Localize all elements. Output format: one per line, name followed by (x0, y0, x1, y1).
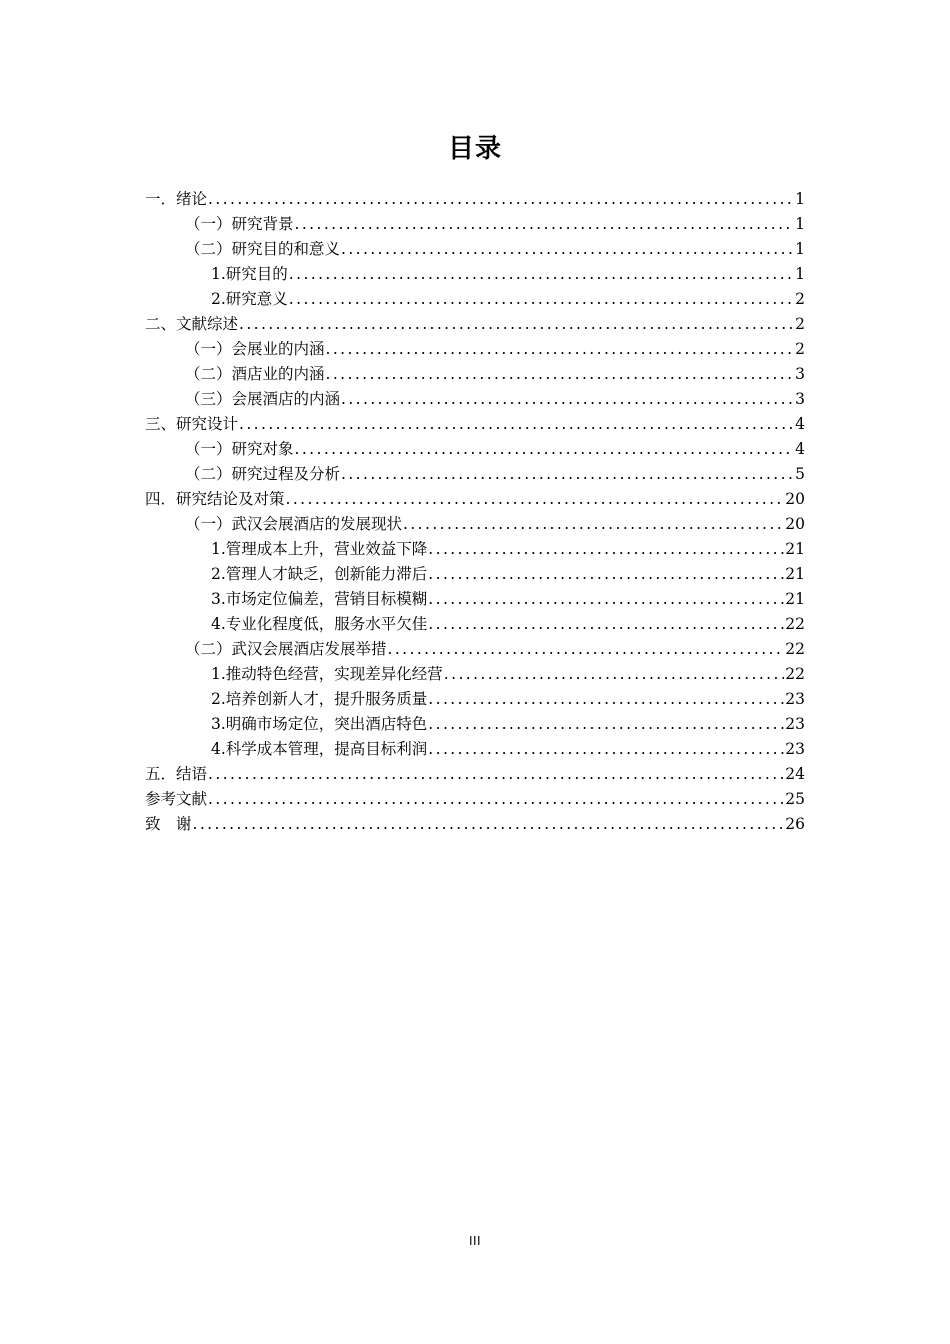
toc-entry[interactable] (145, 512, 805, 537)
toc-dot-leader (403, 512, 784, 537)
toc-entry-page-number: 5 (795, 465, 805, 483)
toc-entry-page-number: 26 (785, 815, 805, 833)
toc-entry-label: （二）酒店业的内涵 (185, 365, 325, 383)
toc-entry-page-number: 20 (785, 515, 805, 533)
toc-entry-label: （一）会展业的内涵 (185, 340, 325, 358)
toc-entry[interactable] (145, 312, 805, 337)
toc-entry[interactable] (145, 287, 805, 312)
toc-dot-leader (193, 812, 785, 837)
toc-entry[interactable] (145, 762, 805, 787)
toc-dot-leader (208, 762, 784, 787)
toc-entry-page-number: 21 (785, 540, 805, 558)
toc-entry-label: （二）武汉会展酒店发展举措 (185, 640, 387, 658)
toc-entry[interactable] (145, 462, 805, 487)
toc-entry[interactable] (145, 637, 805, 662)
toc-entry-page-number: 2 (795, 290, 805, 308)
toc-entry[interactable] (145, 437, 805, 462)
toc-entry-page-number: 3 (795, 365, 805, 383)
toc-entry-label: （二）研究过程及分析 (185, 465, 341, 483)
toc-entry[interactable] (145, 262, 805, 287)
toc-entry-label: 1.推动特色经营，实现差异化经营 (211, 665, 443, 683)
toc-dot-leader (289, 262, 794, 287)
toc-dot-leader (208, 187, 794, 212)
toc-entry[interactable] (145, 187, 805, 212)
toc-entry[interactable] (145, 537, 805, 562)
toc-entry-label: 2.管理人才缺乏，创新能力滞后 (211, 565, 428, 583)
toc-entry[interactable] (145, 787, 805, 812)
toc-entry-label: 3.明确市场定位，突出酒店特色 (211, 715, 428, 733)
toc-entry[interactable] (145, 712, 805, 737)
toc-entry[interactable] (145, 687, 805, 712)
toc-entry[interactable] (145, 562, 805, 587)
toc-entry-label: 4.专业化程度低，服务水平欠佳 (211, 615, 428, 633)
toc-entry-label: （三）会展酒店的内涵 (185, 390, 341, 408)
toc-entry[interactable] (145, 487, 805, 512)
toc-entry-page-number: 23 (785, 740, 805, 758)
toc-entry-page-number: 1 (795, 240, 805, 258)
toc-entry-label: 4.科学成本管理，提高目标利润 (211, 740, 428, 758)
toc-entry-label: 1.研究目的 (211, 265, 288, 283)
toc-dot-leader (341, 462, 794, 487)
toc-entry-page-number: 21 (785, 565, 805, 583)
toc-entry-label: 3.市场定位偏差，营销目标模糊 (211, 590, 428, 608)
toc-entry[interactable] (145, 362, 805, 387)
toc-dot-leader (289, 287, 794, 312)
toc-entry[interactable] (145, 737, 805, 762)
toc-entry-page-number: 4 (795, 415, 805, 433)
toc-dot-leader (428, 537, 784, 562)
toc-dot-leader (295, 437, 795, 462)
toc-entry[interactable] (145, 387, 805, 412)
toc-entry-label: 五．结语 (145, 765, 208, 783)
toc-entry-label: 2.培养创新人才，提升服务质量 (211, 690, 428, 708)
toc-entry-page-number: 21 (785, 590, 805, 608)
toc-entry-page-number: 1 (795, 190, 805, 208)
toc-entry-page-number: 22 (785, 640, 805, 658)
toc-entry-label: 四．研究结论及对策 (145, 490, 285, 508)
toc-entry[interactable] (145, 587, 805, 612)
toc-entry-page-number: 20 (785, 490, 805, 508)
toc-entry-label: （一）武汉会展酒店的发展现状 (185, 515, 403, 533)
toc-entry[interactable] (145, 812, 805, 837)
toc-entry[interactable] (145, 612, 805, 637)
table-of-contents (145, 187, 805, 837)
toc-entry-label: 2.研究意义 (211, 290, 288, 308)
toc-entry[interactable] (145, 212, 805, 237)
toc-dot-leader (428, 687, 784, 712)
toc-dot-leader (388, 637, 785, 662)
toc-dot-leader (428, 712, 784, 737)
toc-dot-leader (326, 337, 795, 362)
page-title: 目录 (447, 134, 502, 164)
toc-dot-leader (208, 787, 784, 812)
toc-dot-leader (341, 387, 794, 412)
toc-dot-leader (428, 612, 784, 637)
page-number-footer: III (468, 1234, 482, 1248)
toc-dot-leader (428, 562, 784, 587)
toc-entry-page-number: 25 (785, 790, 805, 808)
toc-entry-label: （一）研究对象 (185, 440, 294, 458)
toc-entry-page-number: 2 (795, 315, 805, 333)
toc-dot-leader (428, 737, 784, 762)
toc-entry-label: 二、文献综述 (145, 315, 239, 333)
toc-entry-page-number: 1 (795, 215, 805, 233)
toc-entry[interactable] (145, 237, 805, 262)
toc-dot-leader (286, 487, 785, 512)
toc-entry-label: 三、研究设计 (145, 415, 239, 433)
toc-entry-page-number: 4 (795, 440, 805, 458)
toc-entry-label: 一．绪论 (145, 190, 208, 208)
toc-entry-page-number: 3 (795, 390, 805, 408)
toc-entry-page-number: 23 (785, 690, 805, 708)
toc-entry-page-number: 23 (785, 715, 805, 733)
toc-entry[interactable] (145, 662, 805, 687)
toc-entry[interactable] (145, 412, 805, 437)
toc-entry-page-number: 22 (785, 615, 805, 633)
toc-entry-page-number: 24 (785, 765, 805, 783)
toc-dot-leader (428, 587, 784, 612)
toc-dot-leader (341, 237, 794, 262)
toc-dot-leader (239, 312, 794, 337)
toc-entry-page-number: 2 (795, 340, 805, 358)
toc-entry-label: 致 谢 (145, 815, 192, 833)
toc-entry-label: （一）研究背景 (185, 215, 294, 233)
toc-dot-leader (444, 662, 784, 687)
toc-dot-leader (326, 362, 795, 387)
toc-entry-page-number: 1 (795, 265, 805, 283)
toc-entry-page-number: 22 (785, 665, 805, 683)
toc-entry-label: 1.管理成本上升，营业效益下降 (211, 540, 428, 558)
toc-dot-leader (239, 412, 794, 437)
toc-entry-label: 参考文献 (145, 790, 208, 808)
toc-entry-label: （二）研究目的和意义 (185, 240, 341, 258)
toc-entry[interactable] (145, 337, 805, 362)
toc-dot-leader (295, 212, 795, 237)
